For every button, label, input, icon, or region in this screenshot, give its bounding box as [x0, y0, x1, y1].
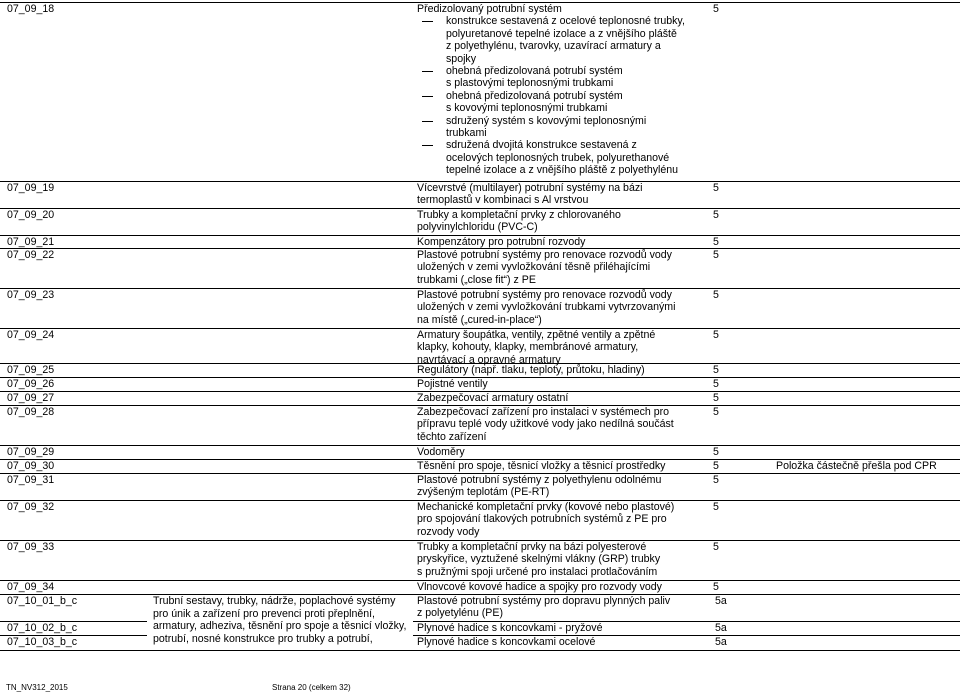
item-code: 07_09_24 [7, 329, 55, 341]
item-description: z polyetylénu (PE) [417, 607, 503, 620]
row-separator [0, 650, 960, 651]
item-description: Vícevrstvé (multilayer) potrubní systémy na bázi [417, 182, 643, 194]
bullet-dash [422, 71, 433, 72]
bullet-dash [422, 145, 433, 146]
item-code: 07_09_25 [7, 364, 55, 376]
assessment-procedure: 5 [713, 501, 719, 513]
assessment-procedure: 5a [715, 595, 727, 607]
sub-item-text: ocelových teplonosných trubek, polyurethanové [446, 151, 670, 164]
item-description: Trubky a kompletační prvky na bázi polyesterové [417, 541, 647, 553]
item-description: Plastové potrubní systémy pro renovace rozvodů vody [417, 249, 672, 261]
item-description: Plastové potrubní systémy z polyethylenu odolnému [417, 474, 662, 486]
item-description: s pružnými spoji určené pro instalaci protlačováním [417, 565, 658, 578]
item-description: Kompenzátory pro potrubní rozvody [417, 236, 586, 248]
item-code: 07_09_21 [7, 236, 55, 248]
item-description: zvýšeným teplotám (PE-RT) [417, 486, 550, 499]
item-description: uložených v zemi vyvložkování těsně přiléhajícími [417, 261, 651, 274]
item-description: Zabezpečovací zařízení pro instalaci v systémech pro [417, 406, 670, 418]
remark: Položka částečně přešla pod CPR [776, 460, 937, 472]
assessment-procedure: 5a [715, 636, 727, 648]
item-code: 07_10_01_b_c [7, 595, 78, 607]
item-code: 07_09_20 [7, 209, 55, 221]
item-description: rozvody vody [417, 525, 480, 538]
item-code: 07_09_29 [7, 446, 55, 458]
assessment-procedure: 5 [713, 364, 719, 376]
item-description: Regulátory (např. tlaku, teploty, průtoku, hladiny) [417, 364, 645, 376]
item-description: na místě („cured-in-place“) [417, 313, 542, 326]
sub-item-text: z polyethylénu, tvarovky, uzavírací armatury a [446, 40, 661, 53]
assessment-procedure: 5 [713, 249, 719, 261]
assessment-procedure: 5 [713, 289, 719, 301]
item-description: Těsnění pro spoje, těsnicí vložky a těsnicí prostředky [417, 460, 666, 472]
item-description: navrtávací a opravné armatury [417, 353, 561, 366]
item-description: Plastové potrubní systémy pro renovace rozvodů vody [417, 289, 672, 301]
assessment-procedure: 5 [713, 236, 719, 248]
assessment-procedure: 5 [713, 541, 719, 553]
assessment-procedure: 5 [713, 3, 719, 15]
item-description: uložených v zemi vyvložkování trubkami vytvrzovanými [417, 301, 676, 314]
item-code: 07_09_34 [7, 581, 55, 593]
item-description: Mechanické kompletační prvky (kovové nebo plastové) [417, 501, 675, 513]
item-description: pro spojování tlakových potrubních systémů z PE pro [417, 513, 667, 526]
item-code: 07_10_03_b_c [7, 636, 78, 648]
item-code: 07_09_28 [7, 406, 55, 418]
product-group-text: potrubí, nosné konstrukce pro trubky a potrubí, [153, 632, 373, 645]
item-description: Plynové hadice s koncovkami ocelové [417, 636, 596, 648]
item-description: Zabezpečovací armatury ostatní [417, 392, 569, 404]
item-description: Armatury šoupátka, ventily, zpětné ventily a zpětné [417, 329, 656, 341]
assessment-procedure: 5 [713, 406, 719, 418]
sub-item-text: spojky [446, 52, 477, 65]
item-description: Vodoměry [417, 446, 465, 458]
item-code: 07_09_22 [7, 249, 55, 261]
sub-item-text: polyuretanové tepelné izolace a z vnějšího pláště [446, 27, 677, 40]
sub-item-text: trubkami [446, 127, 487, 139]
product-group-text: pro únik a zařízení pro prevenci proti přeplnění, [153, 607, 376, 620]
bullet-dash [422, 121, 433, 122]
sub-item-text: ohebná předizolovaná potrubí systém [446, 89, 623, 102]
item-code: 07_10_02_b_c [7, 622, 78, 634]
footer-doc-id: TN_NV312_2015 [6, 683, 68, 692]
item-description: Trubky a kompletační prvky z chlorovaného [417, 209, 621, 221]
sub-item-text: sdružená dvojitá konstrukce sestavená z [446, 139, 637, 152]
item-description: Vlnovcové kovové hadice a spojky pro rozvody vody [417, 581, 662, 593]
item-description: Pojistné ventily [417, 378, 488, 390]
item-description: pryskyřice, vyztužené skelnými vlákny (GRP) trubky [417, 553, 661, 566]
assessment-procedure: 5 [713, 378, 719, 390]
item-code: 07_09_26 [7, 378, 55, 390]
assessment-procedure: 5 [713, 329, 719, 341]
sub-item-text: ohebná předizolovaná potrubí systém [446, 65, 623, 77]
item-code: 07_09_33 [7, 541, 55, 553]
item-description: přípravu teplé vody užitkové vody jako nedílná součást [417, 418, 674, 431]
item-code: 07_09_30 [7, 460, 55, 472]
item-description: klapky, kohouty, klapky, membránové armatury, [417, 341, 639, 354]
assessment-procedure: 5 [713, 209, 719, 221]
assessment-procedure: 5 [713, 474, 719, 486]
product-group-text: armatury, adheziva, těsnění pro spoje a těsnicí vložky, [153, 620, 407, 633]
item-description: Plastové potrubní systémy pro dopravu plynných paliv [417, 595, 671, 607]
item-code: 07_09_23 [7, 289, 55, 301]
bullet-dash [422, 21, 433, 22]
item-code: 07_09_18 [7, 3, 55, 15]
assessment-procedure: 5 [713, 392, 719, 404]
bullet-dash [422, 96, 433, 97]
sub-item-text: s kovovými teplonosnými trubkami [446, 102, 608, 115]
sub-item-text: s plastovými teplonosnými trubkami [446, 77, 614, 90]
sub-item-text: tepelné izolace a z vnějšího pláště z polyethylénu [446, 164, 679, 177]
assessment-procedure: 5 [713, 446, 719, 458]
sub-item-text: sdružený systém s kovovými teplonosnými [446, 114, 647, 127]
assessment-procedure: 5 [713, 581, 719, 593]
item-description: polyvinylchloridu (PVC-C) [417, 221, 538, 234]
item-description: Plynové hadice s koncovkami - pryžové [417, 622, 603, 634]
item-description: termoplastů v kombinaci s Al vrstvou [417, 194, 589, 207]
item-code: 07_09_32 [7, 501, 55, 513]
item-code: 07_09_31 [7, 474, 55, 486]
item-description: Předizolovaný potrubní systém [417, 3, 562, 15]
assessment-procedure: 5 [713, 182, 719, 194]
item-description: těchto zařízení [417, 430, 487, 443]
item-code: 07_09_27 [7, 392, 55, 404]
assessment-procedure: 5 [713, 460, 719, 472]
product-group-text: Trubní sestavy, trubky, nádrže, poplachové systémy [153, 595, 396, 607]
item-code: 07_09_19 [7, 182, 55, 194]
item-description: trubkami („close fit“) z PE [417, 273, 536, 286]
sub-item-text: konstrukce sestavená z ocelové teplonosné trubky, [446, 15, 685, 28]
footer-page-number: Strana 20 (celkem 32) [272, 683, 351, 692]
assessment-procedure: 5a [715, 622, 727, 634]
